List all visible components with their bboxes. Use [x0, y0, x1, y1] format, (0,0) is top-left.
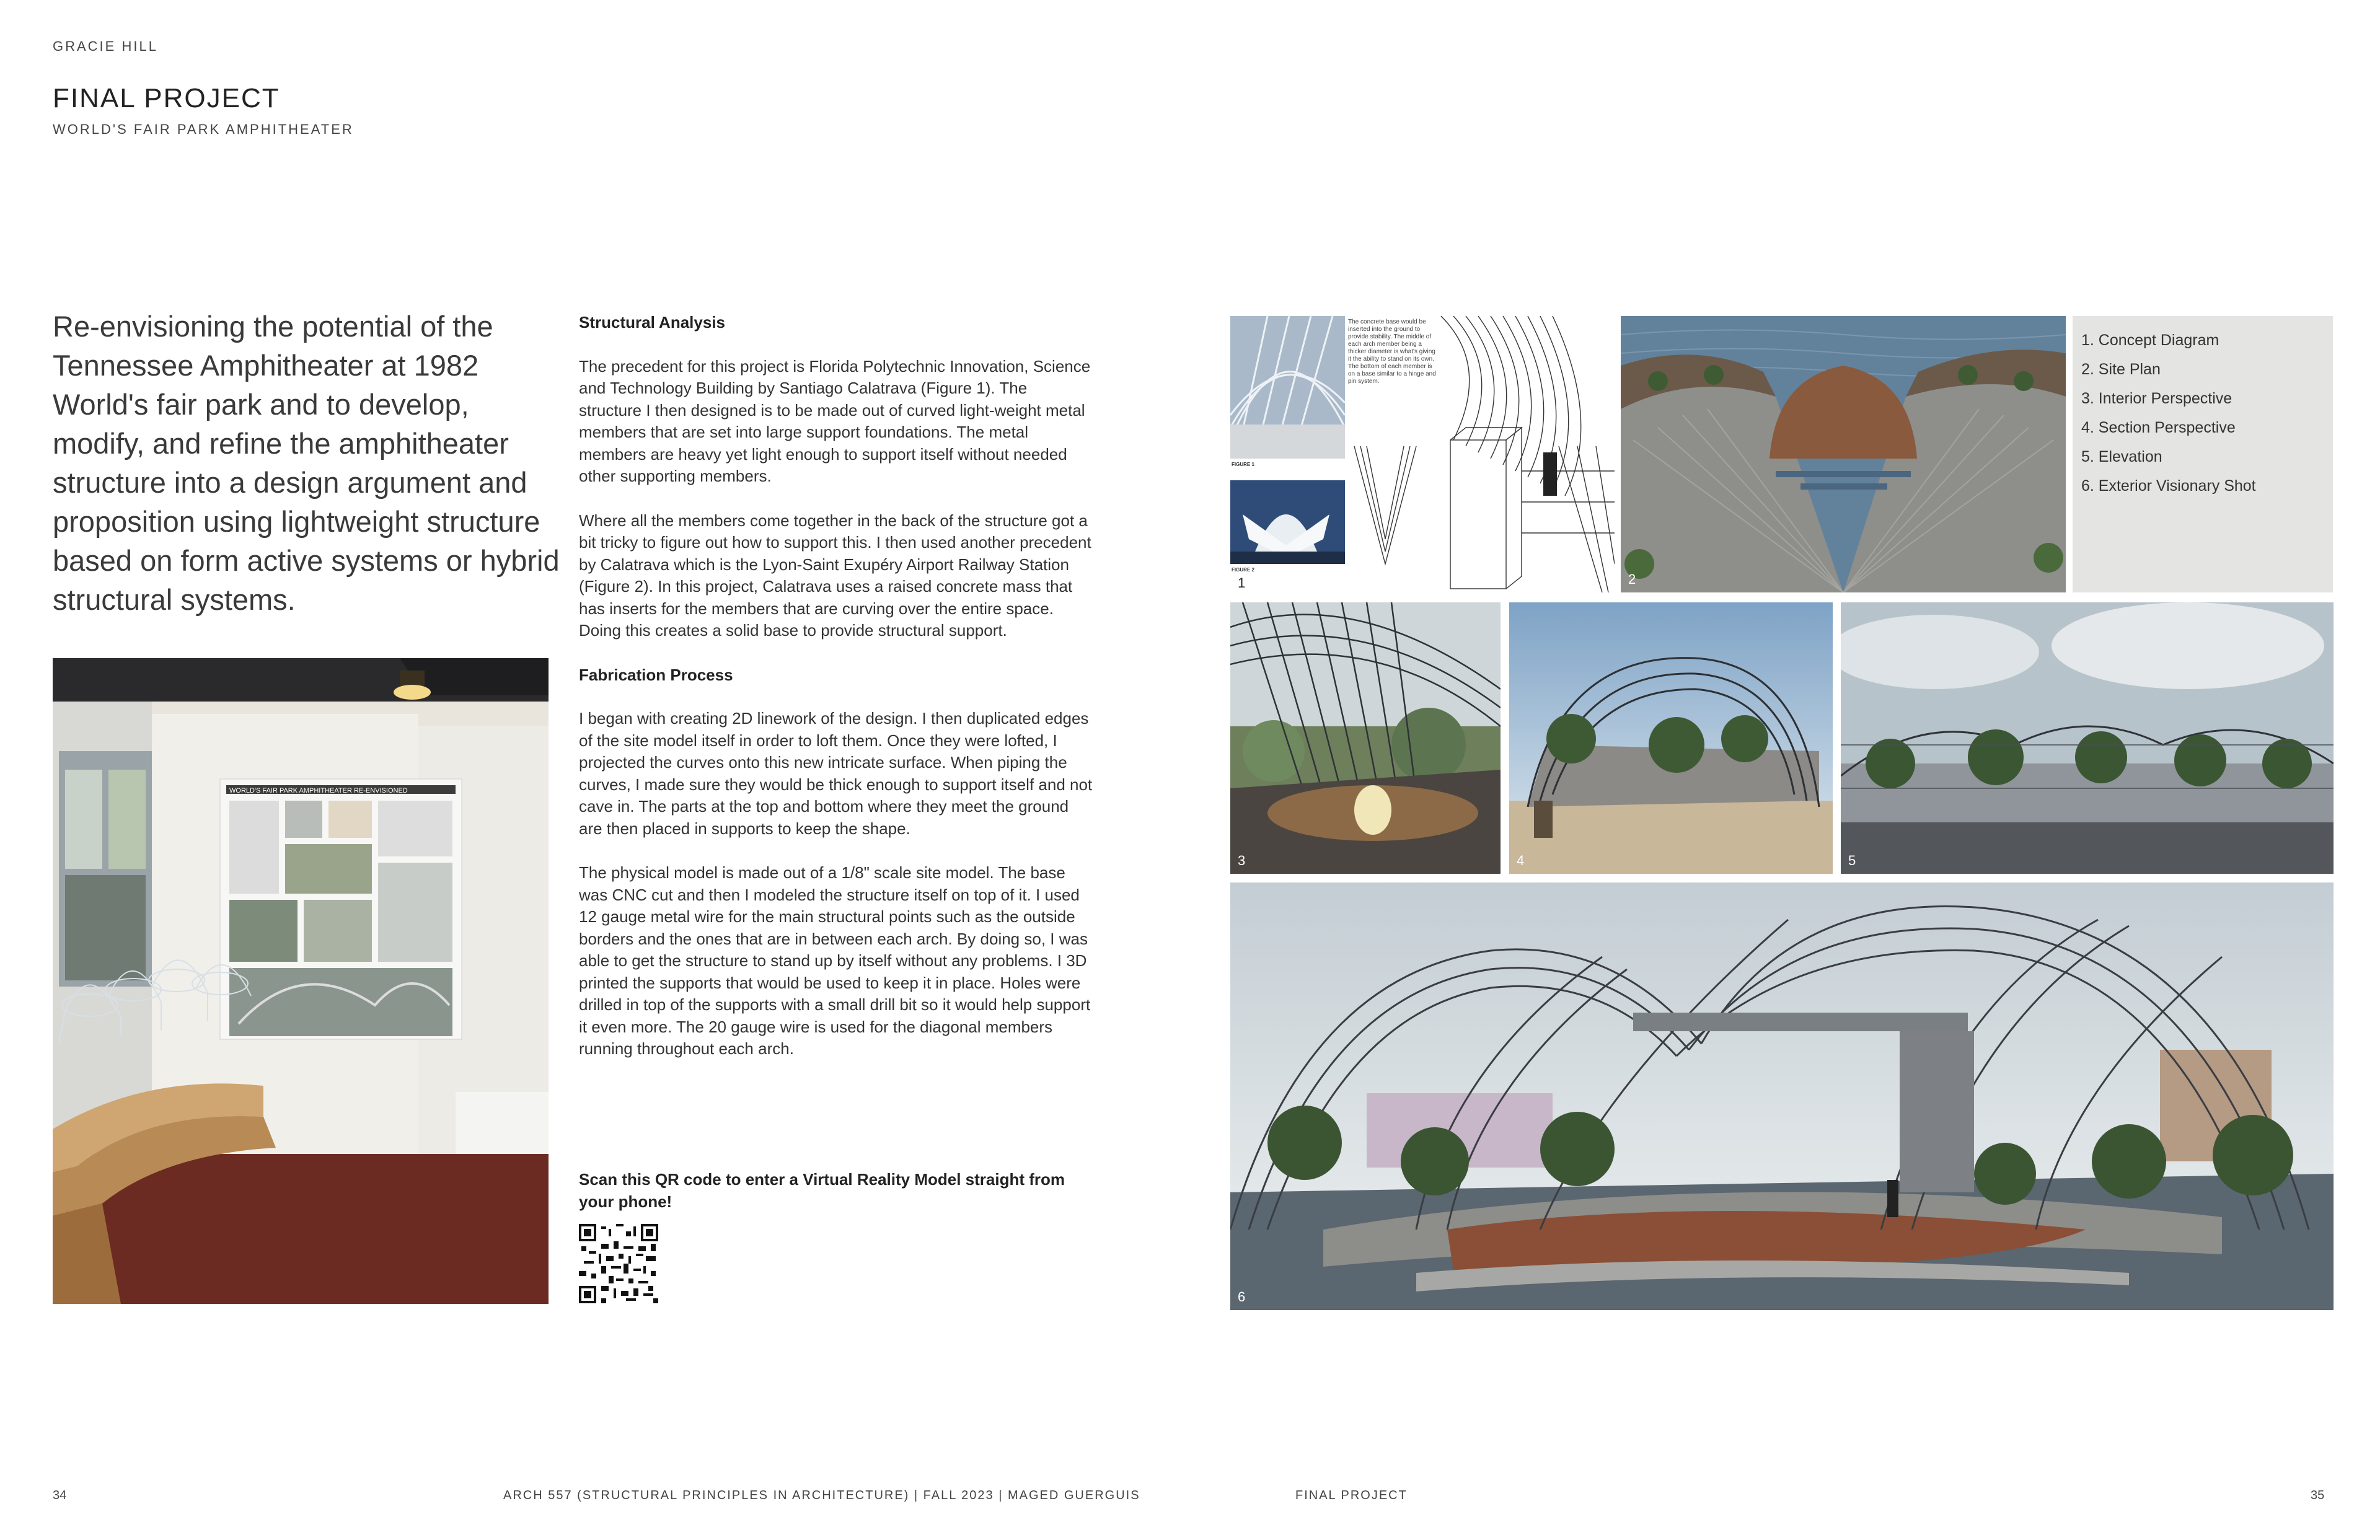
- concept-note: The concrete base would be inserted into the ground to provide stability. The middle of each arch member being a thicker diameter is what's giving it the ability to stand on its own. The bottom of each member is on a base similar to a hinge and pin system.: [1348, 319, 1436, 385]
- figure-section-perspective: [1509, 602, 1833, 874]
- page-number-left: 34: [53, 1489, 67, 1502]
- figure-site-plan: [1621, 316, 2066, 592]
- figure-legend: [2073, 316, 2333, 592]
- fabrication-heading: Fabrication Process: [579, 665, 733, 684]
- qr-code[interactable]: [579, 1224, 658, 1303]
- page-subtitle: WORLD'S FAIR PARK AMPHITHEATER: [53, 121, 354, 137]
- page-title: FINAL PROJECT: [53, 83, 280, 113]
- structural-paragraph-1: The precedent for this project is Florida Polytechnic Innovation, Science and Technology Building by Santiago Calatrava (Figure 1). The structure I then designed is to be made out of curved light-weight metal members that are set into large support foundations. The metal members are heavy yet light enough to support itself without needed other supporting members.: [579, 356, 1091, 485]
- legend-item: 6. Exterior Visionary Shot: [2081, 477, 2256, 495]
- page-number-right: 35: [2311, 1489, 2325, 1502]
- author-name: GRACIE HILL: [53, 38, 158, 54]
- figure-number-2: 2: [1628, 571, 1636, 587]
- structural-analysis-heading: Structural Analysis: [579, 313, 726, 332]
- section-footer: FINAL PROJECT: [1295, 1489, 1408, 1502]
- fabrication-paragraph-2: The physical model is made out of a 1/8" scale site model. The base was CNC cut and then I modeled the structure itself on top of it. I used 12 gauge metal wire for the main structural points such as the outside borders and the ones that are in between each arch. By doing so, I was able to get the structure to stand up by itself without any problems. I 3D printed the supports that would be used to keep it in place. Holes were drilled in top of the supports with a small drill bit so it would help support it even more. The 20 gauge wire is used for the diagonal members running throughout each arch.: [579, 863, 1091, 1058]
- exhibit-photo: [53, 658, 549, 1304]
- figure-number-4: 4: [1517, 853, 1525, 868]
- figure-concept-diagram: [1230, 316, 1615, 592]
- legend-item: 2. Site Plan: [2081, 361, 2161, 378]
- poster-title: WORLD'S FAIR PARK AMPHITHEATER RE-ENVISIONED: [229, 787, 408, 794]
- figure1-label: FIGURE 1: [1232, 462, 1254, 467]
- figure-number-1: 1: [1238, 575, 1246, 591]
- figure-number-3: 3: [1238, 853, 1246, 868]
- lead-paragraph: Re-envisioning the potential of the Tennessee Amphitheater at 1982 World's fair park and to develop, modify, and refine the amphitheater structure into a design argument and proposition using lightweight structure based on form active systems or hybrid structural systems.: [53, 310, 560, 616]
- structural-paragraph-2: Where all the members come together in the back of the structure got a bit tricky to figure out how to support this. I then used another precedent by Calatrava which is the Lyon-Saint Exupéry Airport Railway Station (Figure 2). In this project, Calatrava uses a raised concrete mass that has inserts for the members that are curving over the entire space. Doing this creates a solid base to provide structural support.: [579, 511, 1091, 640]
- legend-item: 1. Concept Diagram: [2081, 332, 2219, 349]
- figure-number-6: 6: [1238, 1289, 1246, 1305]
- figure-number-5: 5: [1848, 853, 1856, 868]
- figure-elevation: [1841, 602, 2334, 874]
- legend-item: 4. Section Perspective: [2081, 419, 2236, 436]
- fabrication-paragraph-1: I began with creating 2D linework of the design. I then duplicated edges of the site model itself in order to loft them. Once they were lofted, I projected the curves onto this new intricate surface. When piping the curves, I made sure they would be thick enough to support itself and not cave in. The parts at the top and bottom where they meet the ground are then placed in supports to keep the shape.: [579, 709, 1093, 838]
- qr-heading: Scan this QR code to enter a Virtual Reality Model straight from your phone!: [579, 1170, 1065, 1211]
- figure2-label: FIGURE 2: [1232, 567, 1254, 573]
- figure-exterior-visionary-shot: [1230, 882, 2334, 1310]
- legend-item: 5. Elevation: [2081, 448, 2162, 465]
- figure-interior-perspective: [1230, 602, 1501, 874]
- course-footer: ARCH 557 (STRUCTURAL PRINCIPLES IN ARCHITECTURE) | FALL 2023 | MAGED GUERGUIS: [503, 1489, 1140, 1502]
- legend-item: 3. Interior Perspective: [2081, 390, 2232, 407]
- body-text-column: [579, 312, 1093, 1083]
